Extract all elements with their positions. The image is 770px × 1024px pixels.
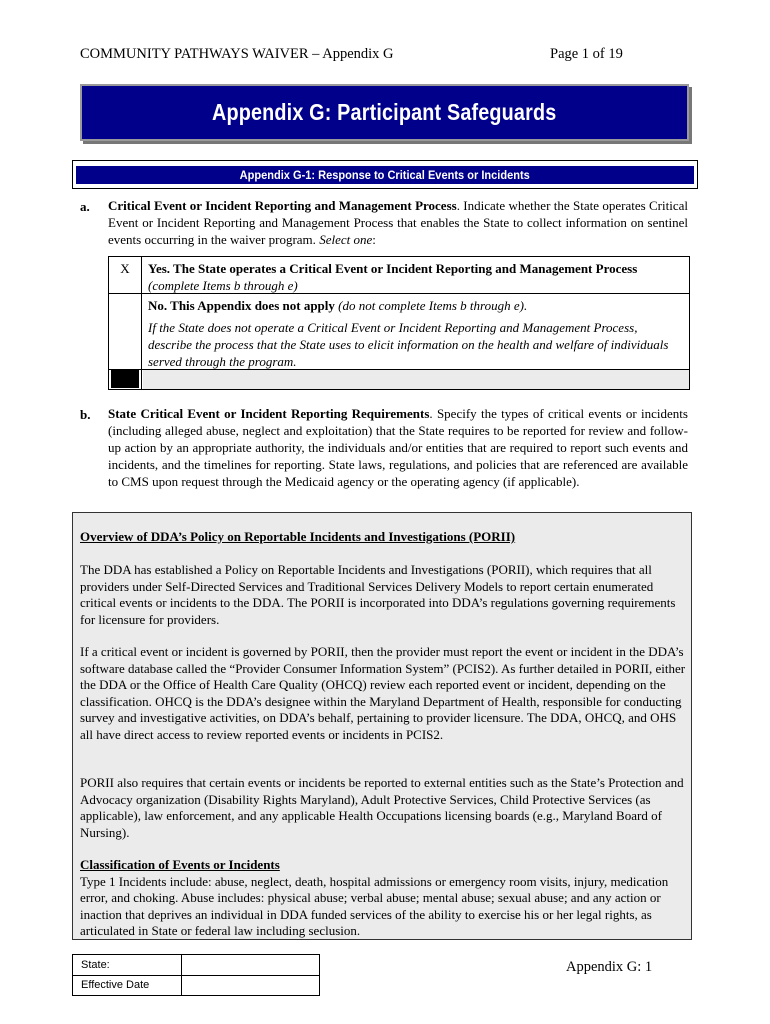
option-yes[interactable] bbox=[148, 260, 683, 294]
section-title: Appendix G-1: Response to Critical Events or Incidents bbox=[239, 168, 531, 182]
column-divider bbox=[181, 955, 182, 975]
overview-title: Overview of DDA’s Policy on Reportable Incidents and Investigations (PORII) bbox=[80, 529, 516, 544]
option-yes-checkmark[interactable]: X bbox=[120, 261, 130, 276]
option-no-note: (do not complete Items b through e). bbox=[338, 298, 528, 313]
option-blank-mark bbox=[111, 370, 139, 388]
item-a-colon: : bbox=[372, 232, 376, 247]
appendix-title-banner bbox=[80, 84, 689, 141]
item-a-heading: Critical Event or Incident Reporting and Management Process bbox=[108, 198, 457, 213]
appendix-title: Appendix G: Participant Safeguards bbox=[212, 99, 557, 125]
state-row bbox=[73, 955, 319, 975]
effective-date-row bbox=[73, 975, 319, 996]
running-header-title: COMMUNITY PATHWAYS WAIVER – Appendix G bbox=[80, 46, 394, 62]
effective-date-label: Effective Date bbox=[81, 979, 150, 991]
footer-page-label: Appendix G: 1 bbox=[566, 959, 653, 975]
column-divider bbox=[181, 976, 182, 996]
section-banner bbox=[72, 160, 698, 189]
state-info-table bbox=[72, 954, 320, 996]
item-b-letter: b. bbox=[80, 407, 91, 422]
item-a-select: Select one bbox=[319, 232, 373, 247]
item-a-body: . Indicate whether the State operates Critical Event or Incident Reporting and Management Process that enables the State to collect information on sentinel events occurring in the waiver program. bbox=[108, 198, 688, 247]
overview-paragraph-1: The DDA has established a Policy on Reportable Incidents and Investigations (PORII), which requires that all providers under Self-Directed Services and Traditional Services Delivery Models to report certain enumerated critical events or incidents to the DDA. The PORII is incorporated into DDA’s regulations governing requirements for licensure for providers. bbox=[80, 562, 676, 627]
option-yes-note: (complete Items b through e) bbox=[148, 278, 298, 293]
option-no-detail bbox=[148, 319, 683, 370]
classification-title: Classification of Events or Incidents bbox=[80, 857, 280, 872]
option-yes-label: Yes. The State operates a Critical Event or Incident Reporting and Management Process bbox=[148, 261, 638, 276]
option-no-detail-text: If the State does not operate a Critical Event or Incident Reporting and Management Process, describe the process that the State uses to elicit information on the health and welfare of individuals served through the program. bbox=[148, 320, 669, 369]
item-b-heading: State Critical Event or Incident Reporting Requirements bbox=[108, 406, 430, 421]
overview-paragraph-3: PORII also requires that certain events or incidents be reported to external entities such as the State’s Protection and Advocacy organization (Disability Rights Maryland), Adult Protective Services, Child Protective Services (as applicable), law enforcement, and any applicable Health Occupations licensing boards (e.g., Maryland Board of Nursing). bbox=[80, 775, 684, 840]
state-label: State: bbox=[81, 959, 110, 971]
classification-text: Type 1 Incidents include: abuse, neglect, death, hospital admissions or emergency room visits, injury, medication error, and choking. Abuse includes: physical abuse; verbal abuse; mental abuse; sexual abuse; and any action or inaction that deprives an individual in DDA funded services of the ability to exercise his or her legal rights, as articulated in State or federal law including seclusion. bbox=[80, 873, 669, 939]
item-b-text bbox=[108, 405, 688, 490]
page-number: Page 1 of 19 bbox=[550, 46, 623, 62]
classification-section bbox=[80, 857, 686, 940]
option-no[interactable] bbox=[148, 297, 683, 314]
overview-paragraph-2: If a critical event or incident is governed by PORII, then the provider must report the event or incident in the DDA’s software database called the “Provider Consumer Information System” (PCIS2). As further detailed in PORII, either the DDA or the Office of Health Care Quality (OHCQ) review each reported event or incident, depending on the classification. OHCQ is the DDA’s designee within the Maryland Department of Health, responsible for conducting survey and investigative activities, on DDA’s behalf, pertaining to provider licensure. The DDA, OHCQ, and OHS all have direct access to review reported events or incidents in PCIS2. bbox=[80, 644, 686, 742]
option-no-label: No. This Appendix does not apply bbox=[148, 298, 335, 313]
item-b-body: . Specify the types of critical events or incidents (including alleged abuse, neglect and exploitation) that the State requires to be reported for review and follow-up action by an appropriate authority, the individuals and/or entities that are required to report such events and incidents, and the timelines for reporting. State laws, regulations, and policies that are referenced are available to CMS upon request through the Medicaid agency or the operating agency (if applicable). bbox=[108, 406, 688, 489]
options-table bbox=[108, 256, 690, 390]
item-a-letter: a. bbox=[80, 199, 90, 214]
item-a-text bbox=[108, 197, 688, 248]
option-blank-cell bbox=[143, 370, 689, 389]
